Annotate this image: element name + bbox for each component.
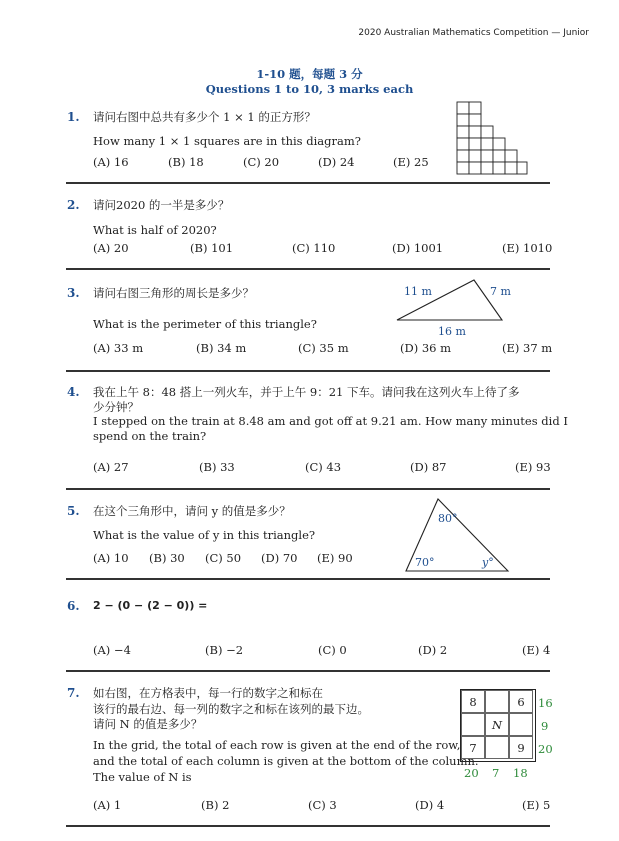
question-text-zh-line2: 该行的最右边、每一列的数字之和标在该列的最下边。	[93, 702, 369, 716]
staircase-squares-diagram	[456, 101, 528, 175]
option-d: (D) 70	[261, 551, 298, 565]
option-e: (E) 4	[522, 643, 551, 657]
option-a: (A) 10	[93, 551, 129, 565]
question-text-zh-line1: 如右图，在方格表中，每一行的数字之和标在	[93, 686, 323, 700]
option-a: (A) 33 m	[93, 341, 144, 355]
question-text-en-line3: The value of N is	[93, 770, 192, 784]
question-number: 2.	[67, 198, 80, 212]
question-text-en-line1: I stepped on the train at 8.48 am and got off at 9.21 am. How many minutes did I	[93, 414, 568, 428]
column-total: 7	[492, 766, 500, 780]
divider	[66, 488, 550, 490]
grid-cell-n: N	[485, 713, 509, 736]
option-e: (E) 1010	[502, 241, 553, 255]
option-d: (D) 4	[415, 798, 445, 812]
option-e: (E) 37 m	[502, 341, 553, 355]
row-total: 20	[538, 742, 553, 756]
option-c: (C) 35 m	[298, 341, 349, 355]
question-text-zh: 请问右图三角形的周长是多少？	[93, 286, 254, 300]
question-text-zh-line1: 我在上午 8：48 搭上一列火车，并于上午 9：21 下车。请问我在这列火车上待了多	[93, 385, 520, 399]
question-text-en: What is the value of y in this triangle?	[93, 528, 316, 542]
question-text-en-line2: and the total of each column is given at the bottom of the column.	[93, 754, 479, 768]
side-label-16m: 16 m	[438, 325, 466, 338]
divider	[66, 370, 550, 372]
question-text-en: What is half of 2020?	[93, 223, 217, 237]
question-number: 6.	[67, 599, 80, 613]
question-text-en: What is the perimeter of this triangle?	[93, 317, 317, 331]
number-grid	[460, 689, 536, 762]
divider	[66, 268, 550, 270]
divider	[66, 670, 550, 672]
grid-cell: 8	[461, 690, 485, 713]
option-b: (B) 30	[149, 551, 185, 565]
question-number: 4.	[67, 385, 80, 399]
question-text-zh: 在这个三角形中，请问 y 的值是多少？	[93, 504, 291, 518]
option-a: (A) 20	[93, 241, 129, 255]
grid-cell	[485, 690, 509, 713]
option-c: (C) 0	[318, 643, 347, 657]
question-text-en: How many 1 × 1 squares are in this diagram?	[93, 134, 361, 148]
row-total: 16	[538, 696, 553, 710]
option-a: (A) 1	[93, 798, 122, 812]
option-b: (B) 2	[201, 798, 230, 812]
option-b: (B) 34 m	[196, 341, 247, 355]
question-text-zh-line2: 少分钟？	[93, 400, 139, 414]
grid-cell: 6	[509, 690, 533, 713]
option-c: (C) 110	[292, 241, 336, 255]
option-a: (A) 16	[93, 155, 129, 169]
question-number: 3.	[67, 286, 80, 300]
option-d: (D) 36 m	[400, 341, 452, 355]
column-total: 18	[513, 766, 528, 780]
column-total: 20	[464, 766, 479, 780]
row-total: 9	[541, 719, 549, 733]
option-a: (A) −4	[93, 643, 131, 657]
grid-cell: 7	[461, 736, 485, 759]
option-e: (E) 93	[515, 460, 551, 474]
question-number: 1.	[67, 110, 80, 124]
option-d: (D) 87	[410, 460, 447, 474]
angle-label-70: 70°	[415, 556, 435, 569]
option-b: (B) 33	[199, 460, 235, 474]
question-text-en-line2: spend on the train?	[93, 429, 207, 443]
question-text-zh-line3: 请问 N 的值是多少？	[93, 717, 203, 731]
question-text-en-line1: In the grid, the total of each row is given at the end of the row,	[93, 738, 461, 752]
section-title-en: Questions 1 to 10, 3 marks each	[205, 82, 414, 96]
option-d: (D) 1001	[392, 241, 444, 255]
option-d: (D) 2	[418, 643, 448, 657]
option-e: (E) 5	[522, 798, 551, 812]
option-b: (B) 101	[190, 241, 234, 255]
option-e: (E) 90	[317, 551, 353, 565]
divider	[66, 825, 550, 827]
option-b: (B) −2	[205, 643, 244, 657]
option-c: (C) 43	[305, 460, 342, 474]
angle-label-80: 80°	[438, 512, 458, 525]
option-a: (A) 27	[93, 460, 129, 474]
grid-cell: 9	[509, 736, 533, 759]
section-title-zh: 1-10 题，每题 3 分	[256, 67, 363, 81]
option-c: (C) 20	[243, 155, 280, 169]
question-text-zh: 请问2020 的一半是多少？	[93, 198, 230, 212]
grid-cell	[509, 713, 533, 736]
divider	[66, 182, 550, 184]
option-d: (D) 24	[318, 155, 355, 169]
side-label-11m: 11 m	[404, 285, 432, 298]
question-number: 7.	[67, 686, 80, 700]
divider	[66, 578, 550, 580]
option-c: (C) 50	[205, 551, 242, 565]
question-number: 5.	[67, 504, 80, 518]
page-header: 2020 Australian Mathematics Competition — Junior	[358, 28, 589, 38]
side-label-7m: 7 m	[490, 285, 511, 298]
option-e: (E) 25	[393, 155, 429, 169]
option-b: (B) 18	[168, 155, 204, 169]
angle-label-y: y°	[482, 556, 494, 569]
grid-cell	[485, 736, 509, 759]
math-expression: 2 − (0 − (2 − 0)) =	[93, 599, 208, 612]
question-text-zh: 请问右图中总共有多少个 1 × 1 的正方形？	[93, 110, 316, 124]
grid-cell	[461, 713, 485, 736]
option-c: (C) 3	[308, 798, 337, 812]
